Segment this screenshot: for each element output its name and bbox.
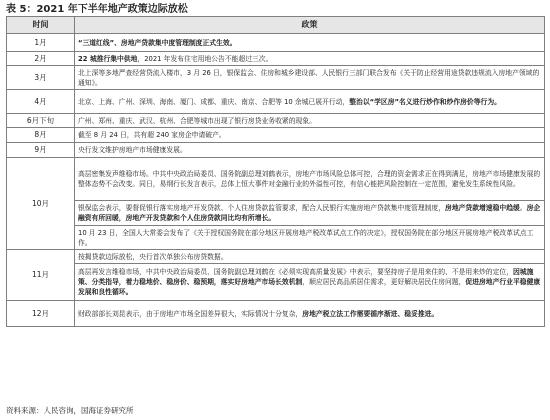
policy-text: ，顺应居民高品质居住需求，更好解决居民住房问题， <box>302 278 466 286</box>
policy-highlight: 整治以“学区房”名义进行炒作和炒作房价等行为。 <box>349 97 501 106</box>
policy-highlight: 房地产税立法工作需要循序渐进、稳妥推进。 <box>302 309 439 318</box>
time-cell: 11月 <box>7 250 75 301</box>
policy-text: 。 <box>519 204 527 212</box>
table-row <box>7 226 545 250</box>
policy-cell <box>75 128 545 143</box>
policy-highlight: 因城施策、分类指导，着力稳地价、稳房价、稳预期，落实好房地产市场长效机制 <box>78 268 534 286</box>
policy-text: 北上深等多地严查经营贷流入楼市，3 月 26 日，银保监会、住房和城乡建设部、人民银行三部门联合发布《关于防止经营用途贷款违规流入房地产领域的通知》。 <box>78 68 540 87</box>
policy-highlight: 房地产贷款增速稳中趋缓 <box>445 204 520 212</box>
policy-text: 北京、上海、广州、深圳、海南、厦门、成都、重庆、南京、合肥等 10 余城已展开行动， <box>78 97 350 106</box>
table-row <box>7 114 545 128</box>
table-row <box>7 301 545 327</box>
policy-cell <box>75 250 545 264</box>
time-cell: 6月下旬 <box>7 114 75 128</box>
table-row <box>7 264 545 301</box>
policy-cell <box>75 66 545 90</box>
policy-cell <box>75 52 545 66</box>
source-note: 资料来源：人民咨询，国海证券研究所 <box>6 406 134 415</box>
table-title: 表 5：2021 年下半年地产政策边际放松 <box>6 4 188 15</box>
policy-text: 银保监会表示，要督促银行落实房地产开发贷款、个人住房贷款监管要求，配合人民银行实施房地产贷款集中度管理制度， <box>78 204 446 212</box>
policy-text: 财政部部长刘昆表示，由于房地产市场全国差异很大，实际情况十分复杂， <box>78 309 303 318</box>
table-row <box>7 90 545 114</box>
policy-text: 截至 8 月 24 日，共有超 240 家房企申请破产。 <box>78 131 226 139</box>
table-row <box>7 143 545 158</box>
policy-cell <box>75 34 545 52</box>
policy-cell <box>75 201 545 226</box>
time-cell: 1月 <box>7 34 75 52</box>
policy-cell <box>75 143 545 158</box>
time-cell: 12月 <box>7 301 75 327</box>
policy-highlight: 促进房地产行业平稳健康发展和良性循环。 <box>78 278 541 296</box>
table-row <box>7 66 545 90</box>
time-column-header: 时间 <box>7 17 75 34</box>
time-cell: 4月 <box>7 90 75 114</box>
table-body <box>7 34 545 327</box>
time-cell: 3月 <box>7 66 75 90</box>
table-row <box>7 34 545 52</box>
policy-highlight: 房企融资有所回暖，房地产开发贷款和个人住房贷款同比均有所增长。 <box>78 204 541 222</box>
time-cell: 10月 <box>7 158 75 250</box>
policy-table <box>6 16 545 327</box>
policy-text: 央行发文维护房地产市场健康发展。 <box>78 146 187 154</box>
policy-highlight: “三道红线”、房地产贷款集中度管理制度正式生效。 <box>78 38 237 47</box>
table-row <box>7 201 545 226</box>
table-row <box>7 250 545 264</box>
policy-text: ，2021 年发布住宅用地公告不能超过三次。 <box>137 54 273 63</box>
table-row <box>7 158 545 201</box>
policy-text: 按揭贷款边际放松，央行首次单独公布房贷数据。 <box>78 252 228 261</box>
policy-cell <box>75 226 545 250</box>
table-row <box>7 128 545 143</box>
policy-text: 10 月 23 日，全国人大常委会发布了《关于授权国务院在部分地区开展房地产税改革试点工作的决定》，授权国务院在部分地区开展房地产税改革试点工作。 <box>78 228 534 247</box>
time-cell: 2月 <box>7 52 75 66</box>
policy-text: 广州、郑州、重庆、武汉、杭州、合肥等城市出现了银行房贷业务收紧的现象。 <box>78 116 316 125</box>
table-row <box>7 52 545 66</box>
time-cell: 8月 <box>7 128 75 143</box>
policy-cell <box>75 264 545 301</box>
policy-cell <box>75 114 545 128</box>
policy-text: 高层再发言维稳市场，中共中央政治局委员、国务院副总理刘鹤在《必须实现高质量发展》中表示，要坚持房子是用来住的、不是用来炒的定位， <box>78 268 513 276</box>
policy-highlight: 22 城推行集中供地 <box>78 54 138 63</box>
policy-text: 高层密集发声维稳市场。中共中央政治局委员、国务院副总理刘鹤表示，房地产市场风险总体可控，合理的资金需求正在得到满足，房地产市场健康发展的整体态势不会改变。同日，易纲行长发言表示，总体上恒大事件对金融行业的外溢性可控，有信心能把风险控制在一定范围，避免发生系统性风险。 <box>78 170 541 188</box>
policy-column-header: 政策 <box>75 17 545 34</box>
header-row <box>7 17 545 34</box>
policy-cell <box>75 158 545 201</box>
policy-cell <box>75 90 545 114</box>
time-cell: 9月 <box>7 143 75 158</box>
policy-cell <box>75 301 545 327</box>
